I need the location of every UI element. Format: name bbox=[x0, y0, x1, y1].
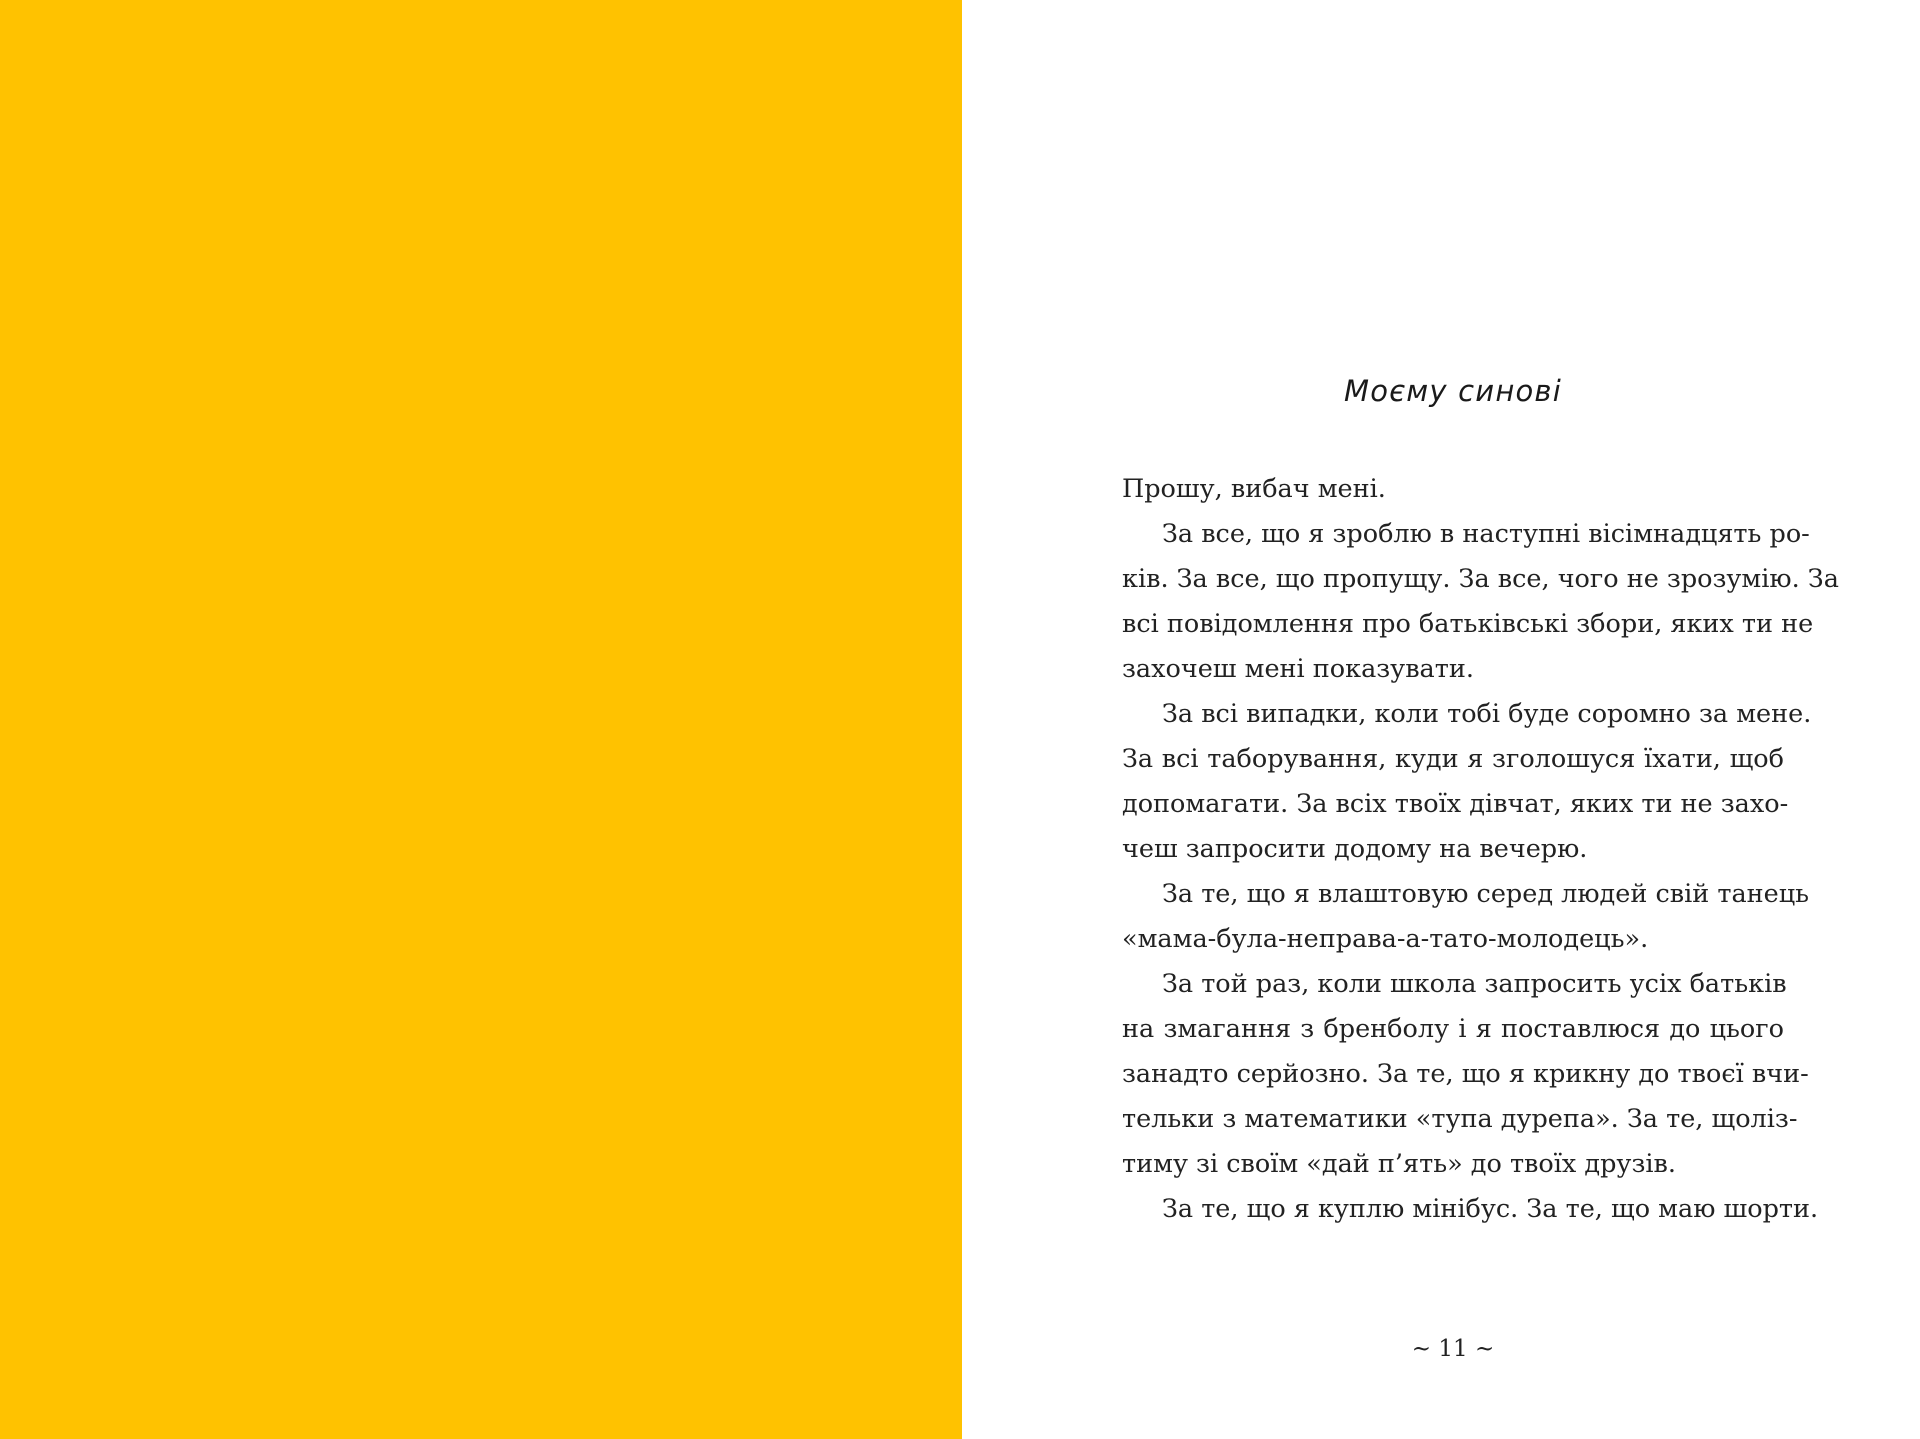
text-line: на змагання з бренболу і я поставлюся до цього bbox=[1122, 1014, 1784, 1044]
text-line: ків. За все, що пропущу. За все, чого не зрозумію. За bbox=[1122, 564, 1839, 594]
text-line: Прошу, вибач мені. bbox=[1122, 474, 1386, 504]
dedication-body bbox=[1122, 467, 1839, 1232]
text-line: допомагати. За всіх твоїх дівчат, яких ти не захо- bbox=[1122, 789, 1789, 819]
text-line: тиму зі своїм «дай п’ять» до твоїх друзів. bbox=[1122, 1149, 1676, 1179]
text-line: занадто серйозно. За те, що я крикну до твоєї вчи- bbox=[1122, 1059, 1809, 1089]
text-line: захочеш мені показувати. bbox=[1122, 654, 1474, 684]
page-number: ~ 11 ~ bbox=[1411, 1336, 1495, 1362]
text-line: За все, що я зроблю в наступні вісімнадцять ро- bbox=[1162, 519, 1810, 549]
text-line: тельки з математики «тупа дурепа». За те, щоліз- bbox=[1122, 1104, 1798, 1134]
text-line: чеш запросити додому на вечерю. bbox=[1122, 834, 1588, 864]
text-line: всі повідомлення про батьківські збори, яких ти не bbox=[1122, 609, 1814, 639]
text-line: За всі таборування, куди я зголошуся їхати, щоб bbox=[1122, 744, 1784, 774]
dedication-title: Моєму синові bbox=[1344, 374, 1562, 408]
text-line: «мама-була-неправа-а-тато-молодець». bbox=[1122, 924, 1649, 954]
text-line: За те, що я влаштовую серед людей свій танець bbox=[1162, 879, 1810, 909]
text-line: За те, що я куплю мінібус. За те, що маю шорти. bbox=[1162, 1194, 1819, 1224]
text-line: За той раз, коли школа запросить усіх батьків bbox=[1162, 969, 1787, 999]
text-line: За всі випадки, коли тобі буде соромно за мене. bbox=[1162, 699, 1812, 729]
